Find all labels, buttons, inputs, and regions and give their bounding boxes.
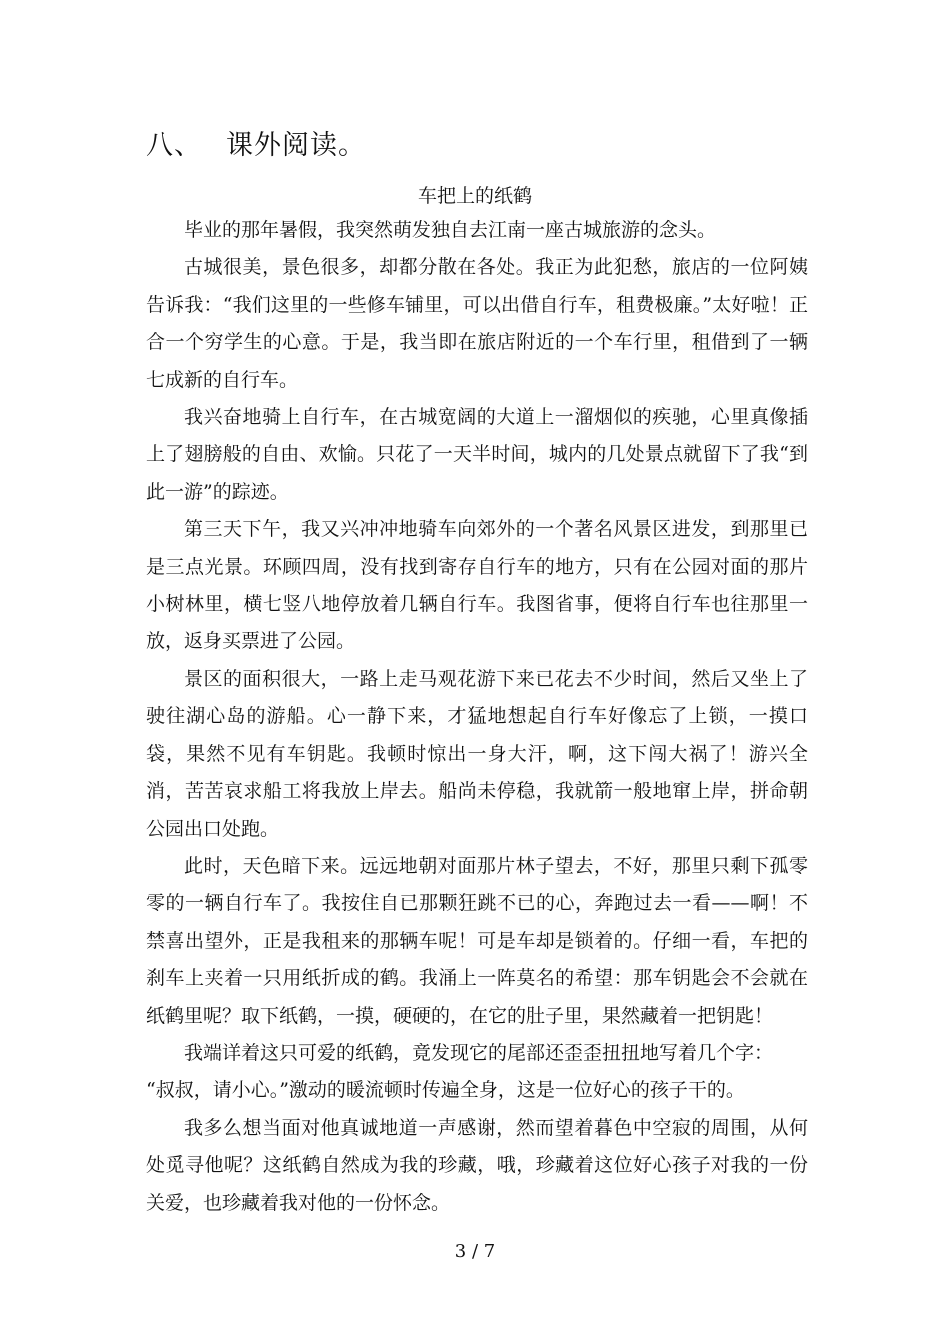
paragraph: 我兴奋地骑上自行车，在古城宽阔的大道上一溜烟似的疾驰，心里真像插上了翅膀般的自由、欢愉。只花了一天半时间，城内的几处景点就留下了我“到此一游”的踪迹。 (146, 406, 808, 503)
story-body (146, 212, 808, 1222)
section-title: 课外阅读。 (226, 130, 366, 161)
paragraph: 此时，天色暗下来。远远地朝对面那片林子望去，不好，那里只剩下孤零零的一辆自行车了。我按住自已那颗狂跳不已的心，奔跑过去一看——啊！不禁喜出望外，正是我租来的那辆车呢！可是车却是锁着的。仔细一看，车把的刹车上夹着一只用纸折成的鹤。我涌上一阵莫名的希望：那车钥匙会不会就在纸鹤里呢？取下纸鹤，一摸，硬硬的，在它的肚子里，果然藏着一把钥匙！ (146, 854, 808, 1027)
section-heading (146, 126, 366, 166)
paragraph: 我端详着这只可爱的纸鹤，竟发现它的尾部还歪歪扭扭地写着几个字： (184, 1041, 774, 1064)
paragraph: 第三天下午，我又兴冲冲地骑车向郊外的一个著名风景区进发，到那里已是三点光景。环顾四周，没有找到寄存自行车的地方，只有在公园对面的那片小树林里，横七竖八地停放着几辆自行车。我图省事，便将自行车也往那里一放，返身买票进了公园。 (146, 518, 808, 653)
paragraph: 景区的面积很大，一路上走马观花游下来已花去不少时间，然后又坐上了驶往湖心岛的游船。心一静下来，才猛地想起自行车好像忘了上锁，一摸口袋，果然不见有车钥匙。我顿时惊出一身大汗，啊，这下闯大祸了！游兴全消，苦苦哀求船工将我放上岸去。船尚未停稳，我就箭一般地窜上岸，拼命朝公园出口处跑。 (146, 667, 808, 840)
paragraph: 毕业的那年暑假，我突然萌发独自去江南一座古城旅游的念头。 (184, 219, 717, 241)
story-title: 车把上的纸鹤 (417, 185, 532, 207)
page-number: 3 / 7 (454, 1241, 496, 1262)
paragraph: “叔叔，请小心。”激动的暖流顿时传遍全身，这是一位好心的孩子干的。 (146, 1079, 745, 1102)
section-number: 八、 (146, 130, 202, 161)
paragraph: 我多么想当面对他真诚地道一声感谢，然而望着暮色中空寂的周围，从何处觅寻他呢？这纸鹤自然成为我的珍藏，哦，珍藏着这位好心孩子对我的一份关爱，也珍藏着我对他的一份怀念。 (146, 1116, 808, 1214)
paragraph: 古城很美，景色很多，却都分散在各处。我正为此犯愁，旅店的一位阿姨告诉我：“我们这里的一些修车铺里，可以出借自行车，租费极廉。”太好啦！正合一个穷学生的心意。于是，我当即在旅店附近的一个车行里，租借到了一辆七成新的自行车。 (146, 256, 808, 391)
